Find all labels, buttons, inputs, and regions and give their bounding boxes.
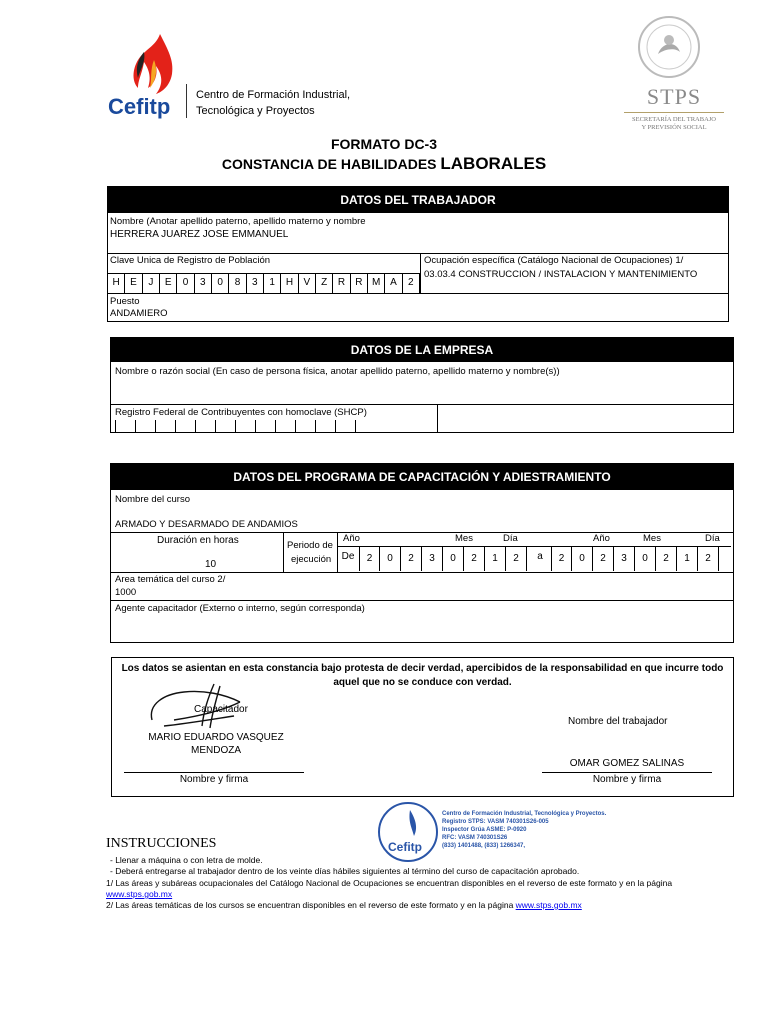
programa-header: DATOS DEL PROGRAMA DE CAPACITACIÓN Y ADIESTRAMIENTO: [111, 464, 733, 490]
date-digit-box[interactable]: 2: [593, 547, 614, 571]
capacitador-name1: MARIO EDUARDO VASQUEZ: [148, 732, 284, 743]
declaracion-line1: Los datos se asientan en esta constancia bajo protesta de decir verdad, apercibidos de la responsabilidad en que incurre todo: [121, 663, 724, 674]
rfc-char-separator: [115, 420, 116, 432]
puesto-value[interactable]: ANDAMIERO: [110, 308, 168, 319]
stamp-line4: RFC: VASM 740301S26: [442, 835, 508, 841]
date-digit-box[interactable]: 0: [635, 547, 656, 571]
rfc-char-separator: [295, 420, 296, 432]
nombre-value[interactable]: HERRERA JUAREZ JOSE EMMANUEL: [110, 229, 289, 240]
curp-char-box[interactable]: 3: [247, 274, 264, 293]
curp-char-box[interactable]: M: [368, 274, 385, 293]
instruccion-4: [106, 900, 582, 910]
curp-char-box[interactable]: H: [281, 274, 298, 293]
curp-char-box[interactable]: 3: [195, 274, 212, 293]
subtitle-part-a: CONSTANCIA DE HABILIDADES: [221, 156, 441, 172]
curp-char-box[interactable]: R: [333, 274, 350, 293]
divider: [111, 572, 733, 573]
rfc-char-separator: [175, 420, 176, 432]
stamp-circle-icon: [376, 800, 440, 864]
stps-sub1: SECRETARÍA DEL TRABAJO: [632, 116, 716, 123]
trabajador-section: [107, 186, 729, 322]
rfc-char-separator: [215, 420, 216, 432]
curp-char-box[interactable]: 8: [229, 274, 246, 293]
rfc-char-separator: [155, 420, 156, 432]
rfc-boxes[interactable]: [111, 420, 437, 432]
date-digit-box[interactable]: 3: [614, 547, 635, 571]
anio-label-end: Año: [593, 533, 610, 544]
empresa-header: DATOS DE LA EMPRESA: [111, 338, 733, 362]
stamp-logo-text: Cefitp: [388, 840, 422, 854]
rfc-char-separator: [235, 420, 236, 432]
curso-label: Nombre del curso: [115, 494, 190, 505]
divider: [108, 293, 728, 294]
stps-divider: [624, 112, 724, 113]
curp-char-box[interactable]: A: [385, 274, 402, 293]
periodo-label2: ejecución: [291, 554, 332, 565]
curso-value[interactable]: ARMADO Y DESARMADO DE ANDAMIOS: [115, 519, 298, 530]
date-digit-box[interactable]: 1: [485, 547, 506, 571]
divider: [337, 532, 338, 572]
curp-boxes[interactable]: [108, 273, 420, 293]
mexico-seal: [636, 14, 702, 80]
date-digit-box[interactable]: 2: [551, 547, 572, 571]
instruccion-3: 1/ Las áreas y subáreas ocupacionales del Catálogo Nacional de Ocupaciones se encuentran disponibles en el reverso de este formato y en la página: [106, 878, 673, 888]
company-stamp: [376, 800, 626, 870]
programa-section: [110, 463, 734, 643]
periodo-label1: Periodo de: [287, 540, 333, 551]
divider: [111, 600, 733, 601]
curp-label: Clave Unica de Registro de Población: [110, 255, 271, 266]
stps-subtitle: [614, 116, 734, 132]
subtitle-part-b: LABORALES: [440, 154, 547, 173]
stamp-text: [442, 810, 606, 850]
curp-char-box[interactable]: H: [108, 274, 125, 293]
duracion-label: Duración en horas: [157, 535, 239, 546]
date-digit-box[interactable]: 0: [572, 547, 593, 571]
form-title: FORMATO DC-3: [330, 136, 438, 152]
rfc-label: Registro Federal de Contribuyentes con homoclave (SHCP): [115, 407, 367, 418]
org-line1: Centro de Formación Industrial,: [196, 89, 351, 101]
duracion-value[interactable]: 10: [205, 559, 217, 570]
curp-char-box[interactable]: Z: [316, 274, 333, 293]
divider: [108, 253, 728, 254]
flame-icon: [108, 30, 188, 100]
date-digit-box[interactable]: 2: [359, 547, 380, 571]
area-value[interactable]: 1000: [115, 587, 137, 598]
date-digit-box[interactable]: 1: [677, 547, 698, 571]
date-digit-box[interactable]: 0: [443, 547, 464, 571]
nombre-firma-left: Nombre y firma: [179, 774, 249, 785]
curp-char-box[interactable]: 1: [264, 274, 281, 293]
date-digit-box[interactable]: 2: [698, 547, 719, 571]
curp-char-box[interactable]: 0: [212, 274, 229, 293]
trabajador-name: OMAR GOMEZ SALINAS: [569, 758, 685, 769]
ocupacion-label: Ocupación específica (Catálogo Nacional de Ocupaciones) 1/: [424, 255, 684, 266]
declaracion-line2: aquel que no se conduce con verdad.: [333, 677, 512, 688]
stamp-line1: Centro de Formación Industrial, Tecnológica y Proyectos.: [442, 811, 607, 817]
agente-label: Agente capacitador (Externo o interno, según corresponda): [115, 603, 365, 614]
puesto-label: Puesto: [110, 296, 140, 307]
ocupacion-value[interactable]: 03.03.4 CONSTRUCCION / INSTALACION Y MANTENIMIENTO: [424, 269, 698, 280]
instruccion-1: - Llenar a máquina o con letra de molde.: [110, 855, 263, 865]
curp-char-box[interactable]: 0: [177, 274, 194, 293]
signature-line-right: [542, 772, 712, 773]
rfc-char-separator: [355, 420, 356, 432]
org-line2: Tecnológica y Proyectos: [196, 105, 315, 117]
rfc-char-separator: [255, 420, 256, 432]
stps-title: STPS: [646, 84, 702, 109]
trabajador-header: DATOS DEL TRABAJADOR: [108, 187, 728, 213]
empresa-section: [110, 337, 734, 433]
date-digit-box[interactable]: 2: [464, 547, 485, 571]
logo-divider: [186, 84, 187, 118]
curp-char-box[interactable]: E: [125, 274, 142, 293]
date-digit-box[interactable]: 2: [401, 547, 422, 571]
stps-link-2[interactable]: www.stps.gob.mx: [515, 900, 582, 910]
dia-label-start: Día: [503, 533, 518, 544]
mes-label-end: Mes: [643, 533, 661, 544]
divider: [420, 253, 421, 293]
divider: [111, 532, 733, 533]
instruccion-3-link-wrap: [106, 889, 172, 899]
divider: [437, 404, 438, 432]
stamp-line3: Inspector Grúa ASME: P-0920: [442, 827, 527, 833]
mes-label-start: Mes: [455, 533, 473, 544]
date-digit-box[interactable]: 0: [380, 547, 401, 571]
anio-label-start: Año: [343, 533, 360, 544]
stamp-line5: (833) 1401488, (833) 1266347,: [442, 843, 526, 849]
date-digit-box[interactable]: 2: [656, 547, 677, 571]
instruccion-2: - Deberá entregarse al trabajador dentro de los veinte días hábiles siguientes al término del curso de capacitación aprobado.: [110, 866, 580, 876]
firmas-section: [111, 657, 734, 797]
a-label: a: [537, 551, 543, 562]
date-digit-box[interactable]: 2: [506, 547, 527, 571]
curp-char-box[interactable]: E: [160, 274, 177, 293]
de-label: De: [341, 551, 355, 562]
stps-sub2: Y PREVISIÓN SOCIAL: [641, 124, 707, 131]
curp-char-box[interactable]: J: [143, 274, 160, 293]
date-digit-box[interactable]: 3: [422, 547, 443, 571]
dia-label-end: Día: [705, 533, 720, 544]
stps-link-1[interactable]: www.stps.gob.mx: [106, 889, 173, 899]
area-label: Area temática del curso 2/: [115, 574, 226, 585]
rfc-char-separator: [315, 420, 316, 432]
curp-char-box[interactable]: 2: [403, 274, 420, 293]
divider: [111, 404, 733, 405]
nombre-firma-right: Nombre y firma: [592, 774, 662, 785]
curp-char-box[interactable]: R: [351, 274, 368, 293]
capacitador-name2: MENDOZA: [191, 745, 241, 756]
nombre-label: Nombre (Anotar apellido paterno, apellido materno y nombre: [110, 216, 366, 227]
stamp-line2: Registro STPS: VASM 740301S26-005: [442, 819, 549, 825]
rfc-char-separator: [135, 420, 136, 432]
rfc-char-separator: [275, 420, 276, 432]
trabajador-label: Nombre del trabajador: [568, 716, 668, 727]
form-subtitle: [0, 154, 768, 174]
logo-text: Cefitp: [108, 94, 171, 119]
capacitador-label: Capacitador: [194, 704, 248, 715]
org-name: [196, 87, 350, 119]
rfc-char-separator: [335, 420, 336, 432]
cefitp-logo: [108, 30, 188, 122]
instruccion-4-text: 2/ Las áreas temáticas de los cursos se encuentran disponibles en el reverso de este formato y en la página: [106, 900, 516, 910]
divider: [283, 532, 284, 572]
rfc-char-separator: [195, 420, 196, 432]
razon-label: Nombre o razón social (En caso de persona física, anotar apellido paterno, apellido materno y nombre(s)): [115, 366, 560, 377]
signature-line-left: [124, 772, 304, 773]
curp-char-box[interactable]: V: [299, 274, 316, 293]
capacitador-name: [146, 731, 286, 757]
date-row[interactable]: [337, 546, 731, 572]
instrucciones-title: INSTRUCCIONES: [106, 836, 217, 851]
